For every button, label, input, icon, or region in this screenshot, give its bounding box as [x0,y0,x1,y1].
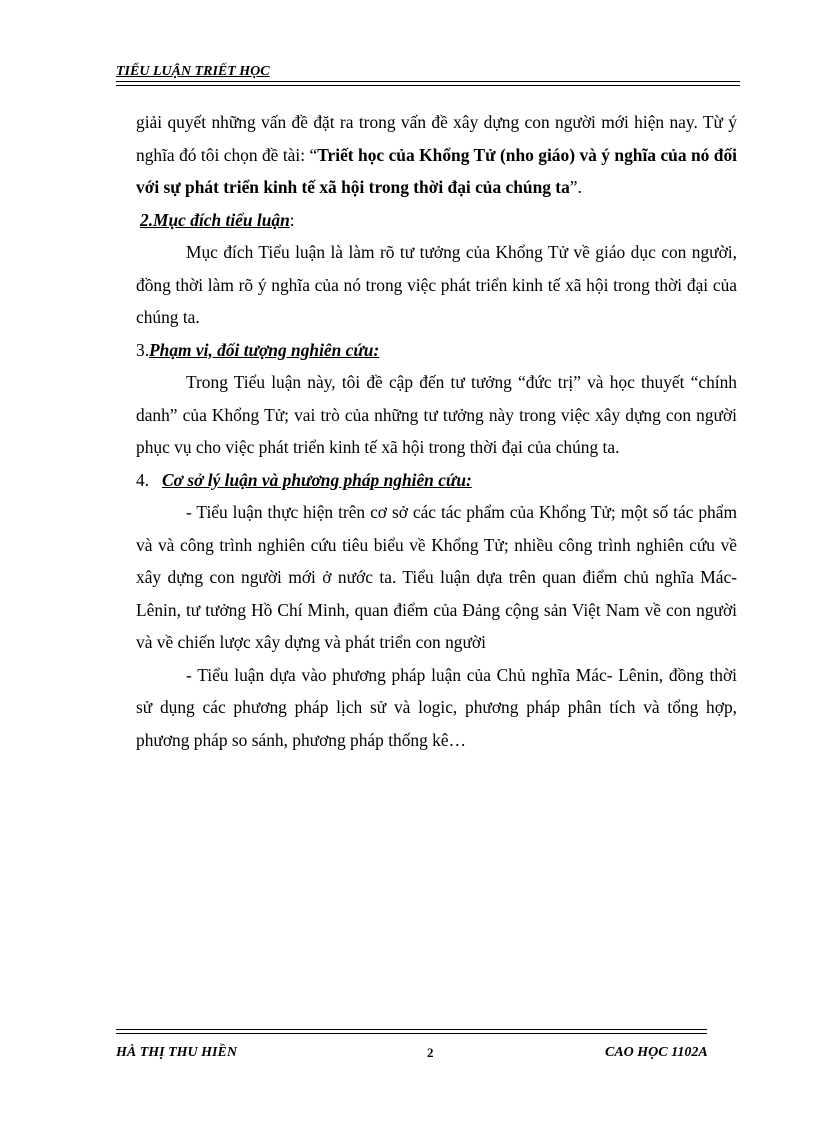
section-3-heading [136,334,737,367]
section-4-heading [136,464,737,497]
header-rule [116,81,740,86]
essay-topic: Triết học của Khổng Tử (nho giáo) và ý nghĩa của nó đối với sự phát triển kinh tế xã hội trong thời đại của chúng ta [136,144,737,197]
intro-paragraph [136,106,737,204]
document-body [136,106,737,756]
section-2-colon: : [289,209,295,230]
section-2-title: 2.Mục đích tiểu luận [140,209,290,230]
intro-end: ”. [569,177,582,197]
footer-rule [116,1029,707,1034]
footer-author: HÀ THỊ THU HIỀN [116,1045,237,1060]
section-2-body: Mục đích Tiểu luận là làm rõ tư tưởng của Khổng Tử về giáo dục con người, đồng thời làm rõ ý nghĩa của nó trong việc phát triển kinh tế xã hội trong thời đại của chúng ta. [136,242,737,327]
section-4-paragraph-2: - Tiểu luận dựa vào phương pháp luận của Chủ nghĩa Mác- Lênin, đồng thời sử dụng các phương pháp lịch sử và logic, phương pháp phân tích và tổng hợp, phương pháp so sánh, phương pháp thống kê… [136,664,737,750]
section-4-paragraph-1: - Tiểu luận thực hiện trên cơ sở các tác phẩm của Khổng Tử; một số tác phẩm và và công trình nghiên cứu tiêu biểu về Khổng Tử; nhiều công trình nghiên cứu về xây dựng con người mới ở nước ta. Tiểu luận dựa trên quan điểm chủ nghĩa Mác- Lênin, tư tưởng Hồ Chí Minh, quan điểm của Đảng cộng sản Việt Nam về con người và về chiến lược xây dựng và phát triển con người [136,502,737,652]
section-3-number: 3. [136,339,150,360]
section-3-body: Trong Tiểu luận này, tôi đề cập đến tư tưởng “đức trị” và học thuyết “chính danh” của Khổng Tử; vai trò của những tư tưởng này trong việc xây dựng con người phục vụ cho việc phát triển kinh tế xã hội trong thời đại của chúng ta. [136,372,737,457]
intro-text: giải quyết những vấn đề đặt ra trong vấn đề xây dựng con người mới hiện nay. Từ ý nghĩa đó tôi chọn đề tài: “ [136,112,737,165]
section-4-number: 4. [136,469,150,490]
section-2-heading [136,204,737,237]
footer-course: CAO HỌC 1102A [605,1045,708,1060]
section-4-title: Cơ sở lý luận và phương pháp nghiên cứu: [162,469,472,490]
section-3-title: Phạm vi, đối tượng nghiên cứu: [149,339,380,360]
running-header-title: TIỂU LUẬN TRIẾT HỌC [116,64,270,79]
footer-page-number: 2 [427,1045,434,1060]
